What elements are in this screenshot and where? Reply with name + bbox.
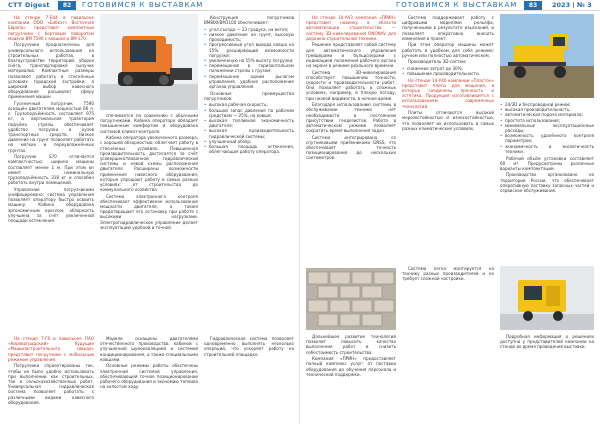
paragraph: Управление погрузчиками унифицировано: система управления позволяет оператору быстро освоить машину. Кабина оборудована эргономичным креслом, обзорность улучшена за счёт увеличенной площади остекления. [8,186,94,223]
list-item: • большой запас давления по рабочим средствам — 25%, на ковше; [204,108,294,118]
paragraph: Основные режимы работы обеспечены электронной системой управления, обеспечивающей точное позиционирование рабочего оборудования и экономию топлива на холостом ходу. [100,363,198,390]
paragraph: Кабина оператора увеличенного размера, с хорошей обзорностью, облегчает работу в стеснённых условиях. Повышенная производительность достигается за счёт усовершенствованной гидравлической системы и новой схемы расположения двигателя. Расширены возможности применения навесного оборудования, которые упрощают работу в самых разных условиях: от строительства до коммунального хозяйства. [100,135,198,193]
paragraph: Конструкция погрузчиков BM800/BM1100 обеспечивает: [204,15,294,26]
right-lower-column-3 [500,334,594,422]
benefits-list [402,66,494,76]
paragraph: Система электронного контроля обеспечивает эффективное использование мощности двигателя, а также предотвращает его остановку при работе с высокими нагрузками. Электрогидравлическое управление делает эксплуатацию удобной и точной. [100,193,198,230]
advantages-list [204,102,294,154]
issue-number: 2023 | № 3 [552,1,592,9]
list-item: • прогрессивный угол вывода ковша на 15%, расширяющий возможности погрузки; [204,42,294,58]
page-header [0,0,600,11]
list-item: • минимальные эксплуатационные расходы; [500,123,594,133]
paragraph: При этом оператор машины может работать в удобном для себя режиме: ручном или полностью автоматическом. [402,42,494,58]
list-item: • низкое давление на грунт, высокую проходимость; [204,32,294,42]
left-column-3 [204,15,294,235]
list-item: • высокая рабочая скорость; [204,102,294,107]
article-lead: На стенде 7-Б44 в павильоне компании ООО «Бобкэт» Восточная Европа» представит компактные погрузчики с бортовым поворотом модели BM T590 с ковшом и BM S70. [8,15,94,41]
list-item: • высокая производительность; [500,107,594,112]
paragraph: Производство организовано на территории России, что обеспечивает оперативную поставку запасных частей и сервисное обслуживание. [500,172,594,194]
right-column-3 [500,102,594,262]
skid-steer-loader-photo [100,14,198,110]
list-item: • перемещение одним рычагом управления, удобное расположение органов управления. [204,74,294,90]
list-item: • улучшенный обзор; [204,139,294,144]
paragraph: Компания «ПРИН» предоставляет полный комплекс услуг: от поставки оборудования до обучения персонала и технической поддержки. [306,356,396,377]
list-item: • большая площадь остекления, облегчающая работу оператора. [204,144,294,154]
spread-gutter [299,11,300,424]
list-item: • возможность удалённого контроля параметров; [500,133,594,143]
page-number-right: 83 [524,1,542,10]
article-lead: На стенде 10-А43 компания «ПРИН» представит новинку в области автоматизации строительства — систему 3D-нивелирования ONONAV для дорожно-строительной техники. [306,15,396,41]
right-lower-column-2 [402,266,494,422]
paragraph: Гидравлическая система позволяет одновременно выполнять несколько операций, что ускоряет работу на строительной площадке. [204,336,294,357]
feature-list [204,27,294,89]
list-item: • автоматическая подача материала; [500,112,594,117]
page-number-left: 82 [58,1,76,10]
list-item: • высокая производительность гидравлической системы; [204,128,294,138]
left-lower-column-2 [100,336,198,422]
paragraph: Гусеничный погрузчик T590 оснащён двигателем мощностью 66 л. с. Грузоподъёмность составляет 975 кг, а вертикальная траектория подъёма стрелы обеспечивает удобство погрузки в кузов транспортных средств. Низкое давление на грунт позволяет работать на мягких и переувлажнённых грунтах. [8,100,94,153]
paragraph: Плиты отличаются высокой морозостойкостью и износостойкостью, что позволяет их использовать в самых разных климатических условиях. [402,110,494,131]
right-column-1 [306,15,396,265]
article-lead: На стенде 7-Г6 в павильоне ПАО «Кировоградский» будущие «Машиностроительного завода» представит погрузчики с мобильным режимом управления. [8,336,94,362]
paragraph: Благодаря использованию системы в обслуживании техники нет необходимости в постоянном присутствии геодезистов. Работа в автоматическом режиме позволяет сократить время выполнения задач. [306,102,396,134]
article-lead: На стенде 14-У40 компании «Пластон» представит плиты для мощения, в которых соединены прочность и эстетика. Продукция изготавливается с использованием современных технологий. [402,77,494,109]
list-item: • перемещение в горизонтальном положении стрелы с грузом; [204,63,294,73]
list-item: • снижение затрат до 30%; [402,66,494,71]
paragraph: Система интегрирована со спутниковыми приёмниками GNSS, что обеспечивает точность позиционирования до нескольких сантиметров. [306,134,396,161]
left-lower-column-1 [8,336,94,422]
features-list [500,102,594,154]
list-item: • 2d/3D и беспроводной режим; [500,102,594,107]
paragraph: Дальнейшее развитие технологий позволит повысить качество выполнения работ и снизить себестоимость строительства. [306,334,396,355]
list-item: • увеличенную на 15% высоту погрузки; [204,58,294,63]
right-lower-column-1 [306,334,396,422]
paragraph: Производитель 3D-систем: [408,59,467,65]
list-item: • высокая топливная экономичность двигателя; [204,118,294,128]
list-item: • простота использования; [500,118,594,123]
paragraph: Погрузчик S70 отличается компактностью: ширина машины составляет менее 1 м. При этом он имеет номинальную грузоподъёмность 318 кг и способен работать внутри помещений. [8,154,94,186]
list-item: • повышение производительности. [402,71,494,76]
left-lower-column-3 [204,336,294,422]
magazine-logo: CTT Digest [8,1,50,9]
paragraph: Основные преимущества погрузчиков: [204,90,294,101]
paragraph: Погрузчики предназначены для универсального использования на строительных работах, в благоустройстве территорий, уборке снега, транспортировке сыпучих материалов. Компактные размеры позволяют работать в стеснённых условиях городской застройки, а широкий выбор навесного оборудования расширяет сферу применения машин. [8,42,94,100]
paragraph: Система поддерживает работу с цифровыми моделями рельефа, полученными в результате изысканий, и позволяет оперативно вносить изменения в проект. [402,15,494,41]
paragraph: Решение представляет собой систему для автоматического управления грейдерами и бульдозерами с индикацией положения рабочего органа на экране в режиме реального времени. [306,42,396,69]
section-title-left: ГОТОВИМСЯ К ВЫСТАВКАМ [82,1,204,9]
list-item: • экономичность и экологичность техники. [500,144,594,154]
left-column-1 [8,15,94,333]
paragraph: Погрузчики спроектированы так, чтобы их было удобно использовать при выполнении как строительных, так и сельскохозяйственных работ. Универсальная гидравлическая система позволяет работать с различными видами навесного оборудования. [8,363,94,405]
paragraph: Модели оснащены двигателями отечественного производства, кабиной с улучшенной шумоизоляцией и системой кондиционирования, а также специальными ковшами. [100,336,198,362]
paragraph: спечивается по сравнению с обычными погрузчиками. Кабина оператора обладает повышенным комфортом и оборудована системой климат-контроля. [100,113,198,134]
paragraph: Система 3D-нивелирования способствует повышению точности, скорости и производительности работ. Она позволяет работать в сложных условиях, например, в плохую погоду, при низкой видимости, в ночное время. [306,69,396,101]
left-column-2 [100,113,198,333]
paragraph: Система легко монтируется на технику разных производителей и не требует сложной настройки. [402,266,494,282]
list-item: • угол съезда — 23 градуса, на ветке; [204,27,294,32]
paving-slabs-photo [306,268,396,330]
paragraph: Подробная информация о решениях доступна у представителей компании на стенде во время проведения выставки. [500,334,594,350]
road-grader-photo [500,14,594,98]
right-column-2 [402,15,494,260]
section-title-right: ГОТОВИМСЯ К ВЫСТАВКАМ [396,1,518,9]
paragraph: Рабочий объём установки составляет 60 м³. Предусмотрены различные варианты комплектации. [500,155,594,171]
concrete-machine-photo [500,266,594,330]
